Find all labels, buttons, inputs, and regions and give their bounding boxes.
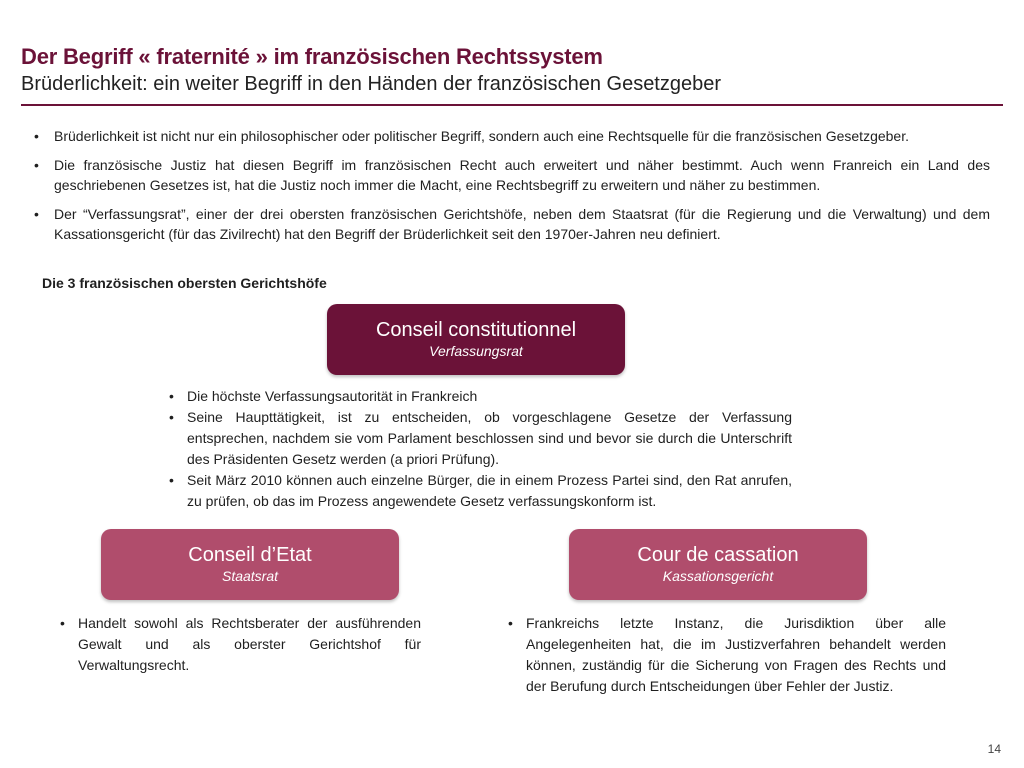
court-translation: Verfassungsrat [429, 343, 523, 359]
constitutional-bullet-list [169, 386, 792, 512]
slide-title: Der Begriff « fraternité » im französischen Rechtssystem [21, 44, 603, 69]
court-bullet: • Seine Haupttätigkeit, ist zu entscheiden, ob vorgeschlagene Gesetze der Verfassung entsprechen, nachdem sie vom Parlament beschlossen sind und bevor sie durch die Unterschrift des Präsidenten Gesetz werden (a priori Prüfung). [169, 407, 792, 470]
court-translation: Kassationsgericht [662, 568, 774, 584]
cassation-bullet-list [508, 613, 946, 697]
court-name: Conseil d’Etat [188, 544, 312, 566]
intro-bullet: • Die französische Justiz hat diesen Begriff im französischen Recht auch erweitert und näher bestimmt. Auch wenn Franreich ein Land des geschriebenen Gesetzes ist, hat die Justiz noch immer die Macht, eine Rechtsbegriff zu erweitern und näher zu bestimmen. [34, 155, 990, 195]
court-bullet: • Frankreichs letzte Instanz, die Jurisdiktion über alle Angelegenheiten hat, die im Justizverfahren behandelt werden können, zuständig für die Sicherung von Fragen des Rechts und der Berufung durch Entscheidungen über Fehler der Justiz. [508, 613, 946, 697]
court-box-state [101, 529, 399, 600]
section-label: Die 3 französischen obersten Gerichtshöfe [42, 275, 327, 291]
state-bullet-list [60, 613, 421, 676]
court-name: Cour de cassation [637, 544, 799, 566]
court-name: Conseil constitutionnel [375, 319, 577, 341]
intro-bullet-list [34, 126, 990, 253]
court-bullet: • Die höchste Verfassungsautorität in Frankreich [169, 386, 792, 407]
court-bullet: • Seit März 2010 können auch einzelne Bürger, die in einem Prozess Partei sind, den Rat anrufen, zu prüfen, ob das im Prozess angewendete Gesetz verfassungskonform ist. [169, 470, 792, 512]
court-box-cassation [569, 529, 867, 600]
page-number: 14 [987, 742, 1001, 756]
title-divider [21, 104, 1003, 106]
intro-bullet: • Der “Verfassungsrat”, einer der drei obersten französischen Gerichtshöfe, neben dem Staatsrat (für die Regierung und die Verwaltung) und dem Kassationsgericht (für das Zivilrecht) hat den Begriff der Brüderlichkeit seit den 1970er-Jahren neu definiert. [34, 204, 990, 244]
intro-bullet: • Brüderlichkeit ist nicht nur ein philosophischer oder politischer Begriff, sondern auch eine Rechtsquelle für die französischen Gesetzgeber. [34, 126, 990, 146]
court-translation: Staatsrat [221, 568, 279, 584]
court-bullet: • Handelt sowohl als Rechtsberater der ausführenden Gewalt und als oberster Gerichtshof für Verwaltungsrecht. [60, 613, 421, 676]
court-box-constitutional [327, 304, 625, 375]
slide-subtitle: Brüderlichkeit: ein weiter Begriff in den Händen der französischen Gesetzgeber [21, 73, 722, 95]
